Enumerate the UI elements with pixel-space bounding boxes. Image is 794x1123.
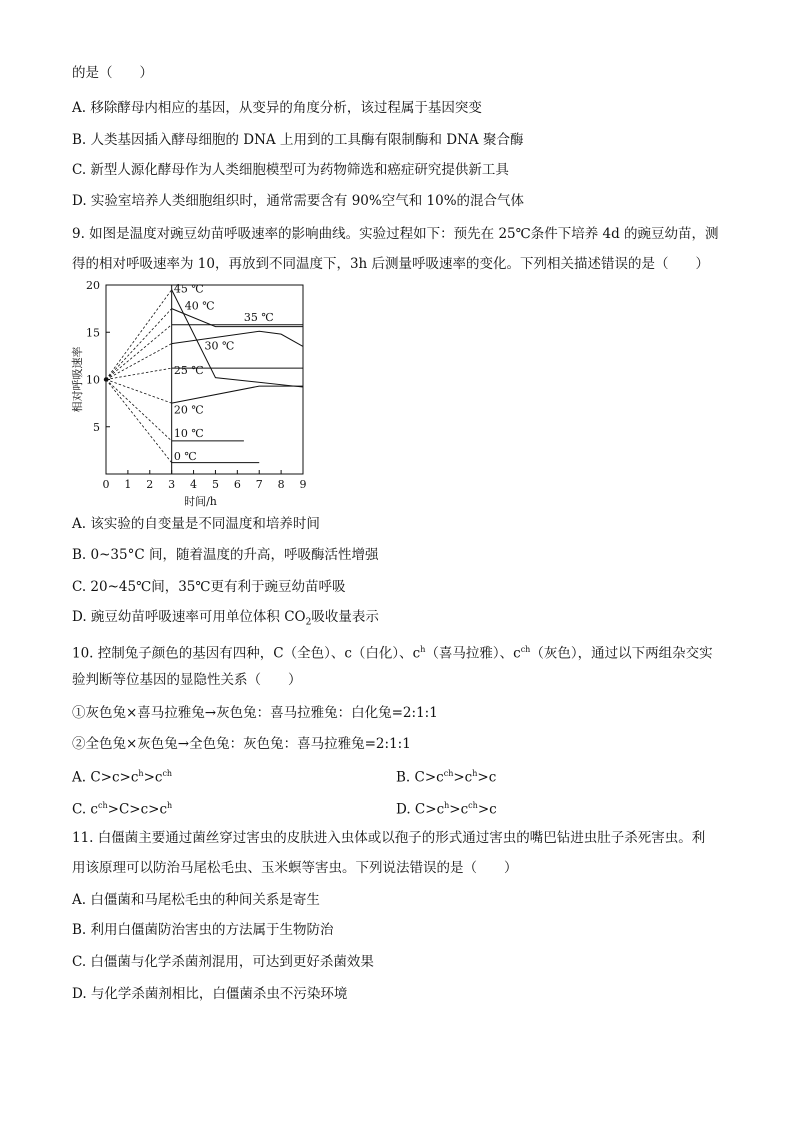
y-tick-label: 20 xyxy=(86,279,100,292)
q10-sup-ch: ch xyxy=(520,645,531,654)
q9-option-a: A. 该实验的自变量是不同温度和培养时间 xyxy=(72,516,320,532)
superscript: h xyxy=(138,769,144,778)
x-tick-label: 6 xyxy=(233,478,241,491)
series-dashed-segment xyxy=(106,290,172,380)
q10-cross-2: ②全色兔×灰色兔→全色兔：灰色兔：喜马拉雅兔=2:1:1 xyxy=(72,736,411,752)
option-text: >C>c>c xyxy=(107,801,168,818)
y-axis-label: 相对呼吸速率 xyxy=(71,346,84,413)
superscript: h xyxy=(472,769,478,778)
series-line xyxy=(172,331,303,346)
series-dashed-segment xyxy=(106,325,172,380)
q10-text-b: （喜马拉雅）、c xyxy=(425,645,521,662)
q9-option-b: B. 0~35°C 间，随着温度的升高，呼吸酶活性增强 xyxy=(72,547,379,563)
option-text: C. c xyxy=(72,801,98,818)
superscript: h xyxy=(444,801,450,810)
series-dashed-segment xyxy=(106,380,172,463)
superscript: ch xyxy=(98,801,108,810)
q9d-text-a: D. 豌豆幼苗呼吸速率可用单位体积 CO xyxy=(72,609,306,625)
q10-text-c: （灰色），通过以下两组杂交实 xyxy=(530,645,713,662)
q11-option-c: C. 白僵菌与化学杀菌剂混用，可达到更好杀菌效果 xyxy=(72,954,374,970)
q9-option-d xyxy=(72,607,379,633)
q11-option-a: A. 白僵菌和马尾松毛虫的种间关系是寄生 xyxy=(72,892,320,908)
x-tick-label: 4 xyxy=(190,478,198,491)
series-label: 40 ℃ xyxy=(184,299,215,313)
option-a: A. 移除酵母内相应的基因，从变异的角度分析，该过程属于基因突变 xyxy=(72,100,482,116)
series-label: 45 ℃ xyxy=(173,282,204,296)
y-tick-label: 15 xyxy=(86,326,100,340)
series-label: 10 ℃ xyxy=(173,427,204,441)
option-b: B. 人类基因插入酵母细胞的 DNA 上用到的工具酶有限制酶和 DNA 聚合酶 xyxy=(72,132,524,148)
start-point xyxy=(104,377,108,381)
q10-cross-1: ①灰色兔×喜马拉雅兔→灰色兔：喜马拉雅兔：白化兔=2:1:1 xyxy=(72,705,438,721)
x-tick-label: 2 xyxy=(146,478,154,491)
q9-stem-2: 得的相对呼吸速率为 10，再放到不同温度下，3h 后测量呼吸速率的变化。下列相关描述错误的是（ ） xyxy=(72,256,710,272)
option-c: C. 新型人源化酵母作为人类细胞模型可为药物筛选和癌症研究提供新工具 xyxy=(72,162,509,178)
series-label: 35 ℃ xyxy=(243,310,274,324)
q9-stem-1: 9. 如图是温度对豌豆幼苗呼吸速率的影响曲线。实验过程如下：预先在 25℃条件下培养 4d 的豌豆幼苗，测 xyxy=(72,226,719,242)
q10-option-c xyxy=(72,796,172,820)
x-tick-label: 9 xyxy=(299,478,307,491)
series-dashed-segment xyxy=(106,380,172,441)
respiration-chart xyxy=(66,276,320,512)
y-tick-label: 5 xyxy=(93,420,100,434)
series-dashed-segment xyxy=(106,380,172,404)
q11-stem-1: 11. 白僵菌主要通过菌丝穿过害虫的皮肤进入虫体或以孢子的形式通过害虫的嘴巴钻进虫肚子杀死害虫。利 xyxy=(72,830,706,846)
superscript: ch xyxy=(162,769,173,778)
text-line: 的是（ ） xyxy=(72,65,153,81)
q11-option-b: B. 利用白僵菌防治害虫的方法属于生物防治 xyxy=(72,922,334,938)
q10-option-b xyxy=(396,764,496,788)
q10-stem-2: 验判断等位基因的显隐性关系（ ） xyxy=(72,672,302,688)
option-text: B. C>c xyxy=(396,769,444,786)
x-tick-label: 5 xyxy=(211,478,219,491)
series-line xyxy=(172,386,303,403)
series-label: 30 ℃ xyxy=(204,339,235,353)
superscript: h xyxy=(167,801,173,810)
q9d-text-b: 吸收量表示 xyxy=(311,609,379,625)
q11-option-d: D. 与化学杀菌剂相比，白僵菌杀虫不污染环境 xyxy=(72,986,348,1002)
option-text: >c xyxy=(449,801,469,818)
q10-stem-1 xyxy=(72,640,713,664)
series-label: 0 ℃ xyxy=(173,449,197,463)
x-tick-label: 3 xyxy=(168,478,176,491)
superscript: ch xyxy=(443,769,454,778)
y-tick-label: 10 xyxy=(86,373,100,387)
x-axis-label: 时间/h xyxy=(184,495,217,508)
option-d: D. 实验室培养人类细胞组织时，通常需要含有 90%空气和 10%的混合气体 xyxy=(72,193,525,209)
option-text: >c xyxy=(453,769,473,786)
q10-option-a xyxy=(72,764,172,788)
x-tick-label: 1 xyxy=(124,478,132,491)
q9-option-c: C. 20~45℃间，35℃更有利于豌豆幼苗呼吸 xyxy=(72,579,346,595)
option-text: >c xyxy=(477,769,497,786)
q10-sup-h: h xyxy=(420,645,426,654)
superscript: ch xyxy=(468,801,478,810)
option-text: >c xyxy=(477,801,497,818)
q10-text-a: 10. 控制兔子颜色的基因有四种，C（全色）、c（白化）、c xyxy=(72,645,421,662)
q10-option-d xyxy=(396,796,497,820)
series-label: 20 ℃ xyxy=(173,403,204,417)
x-tick-label: 0 xyxy=(102,478,110,491)
series-dashed-segment xyxy=(106,309,172,380)
x-tick-label: 7 xyxy=(255,478,263,491)
option-text: D. C>c xyxy=(396,801,445,818)
x-tick-label: 8 xyxy=(277,478,285,491)
option-text: A. C>c>c xyxy=(72,769,139,786)
q11-stem-2: 用该原理可以防治马尾松毛虫、玉米螟等害虫。下列说法错误的是（ ） xyxy=(72,860,518,876)
series-label: 25 ℃ xyxy=(173,363,204,377)
q9d-subscript: 2 xyxy=(305,617,312,628)
option-text: >c xyxy=(143,769,163,786)
